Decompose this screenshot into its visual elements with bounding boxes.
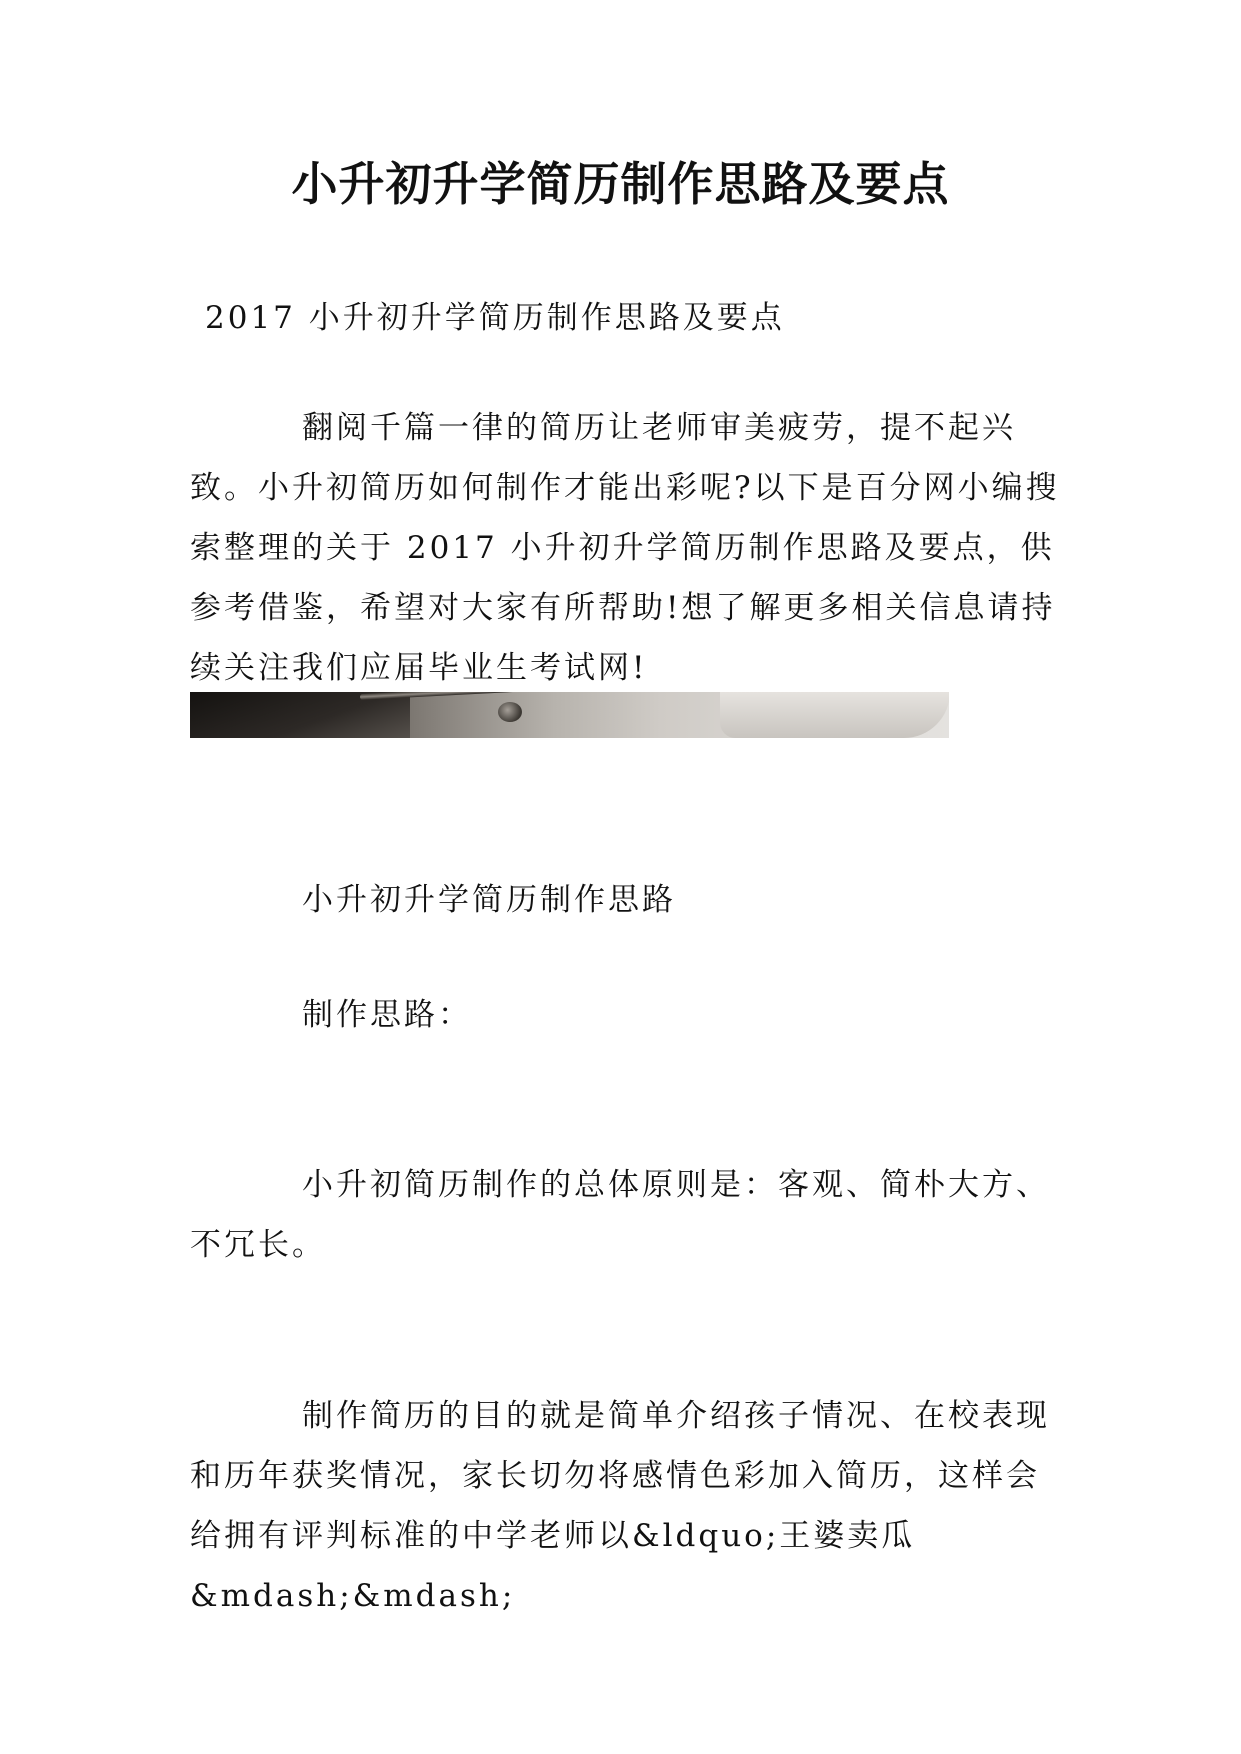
cropped-photo-image xyxy=(190,692,949,738)
document-title: 小升初升学简历制作思路及要点 xyxy=(291,157,950,211)
principle-paragraph: 小升初简历制作的总体原则是：客观、简朴大方、不冗长。 xyxy=(190,1167,1050,1263)
document-subtitle: 2017 小升初升学简历制作思路及要点 xyxy=(205,300,785,336)
intro-paragraph: 翻阅千篇一律的简历让老师审美疲劳，提不起兴致。小升初简历如何制作才能出彩呢?以下是百分网小编搜索整理的关于 2017 小升初升学简历制作思路及要点，供参考借鉴，希望对大家有所帮助!想了解更多相关信息请持续关注我们应届毕业生考试网! xyxy=(190,410,1060,686)
cup-shape xyxy=(720,692,949,738)
section-label-thinking: 制作思路： xyxy=(302,997,472,1033)
purpose-paragraph: 制作简历的目的就是简单介绍孩子情况、在校表现和历年获奖情况，家长切勿将感情色彩加入简历，这样会给拥有评判标准的中学老师以&ldquo;王婆卖瓜&mdash;&mdash; xyxy=(190,1398,1050,1614)
section-heading-thinking: 小升初升学简历制作思路 xyxy=(302,882,676,918)
